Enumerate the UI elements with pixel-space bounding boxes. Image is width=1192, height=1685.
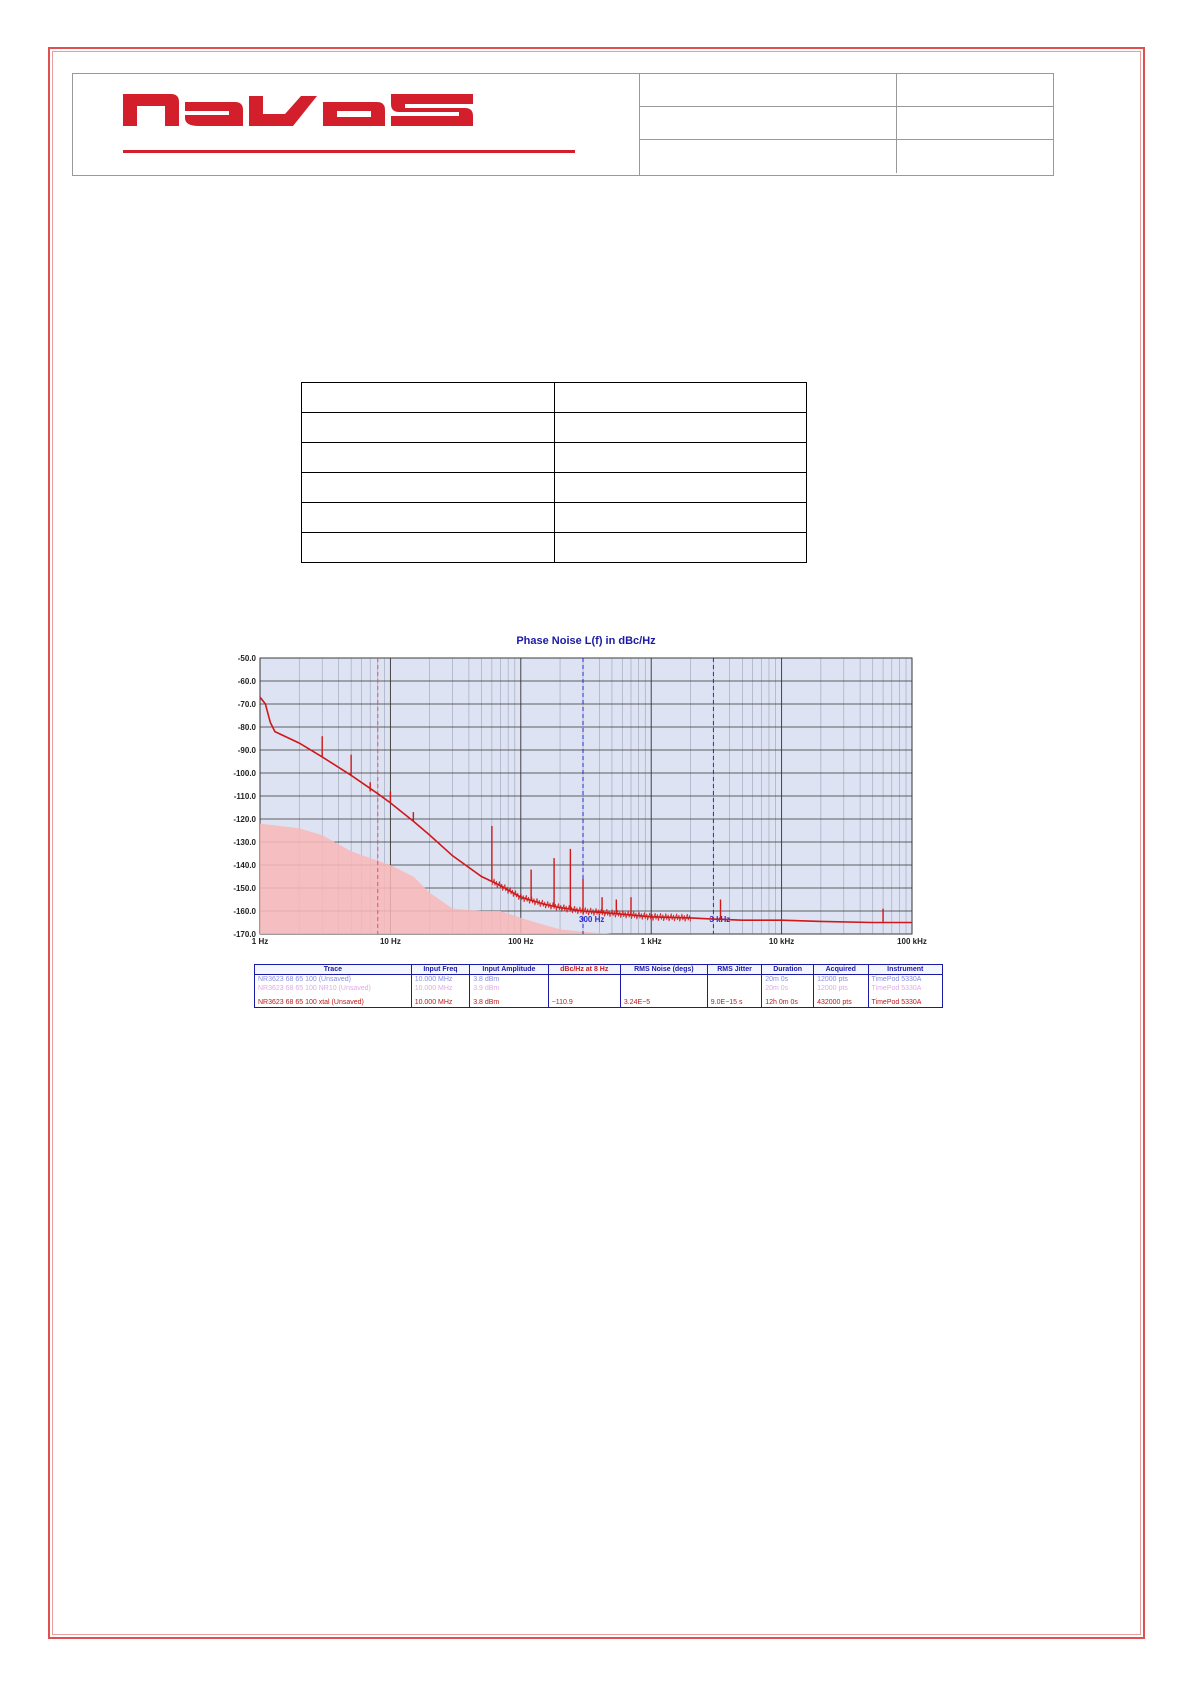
legend-cell: NR3623 68 65 100 (Unsaved) — [255, 975, 412, 985]
legend-cell: 10.000 MHz — [411, 995, 470, 1008]
table-cell — [302, 473, 555, 503]
x-tick-label: 1 Hz — [251, 937, 269, 946]
table-row — [302, 443, 807, 473]
legend-cell — [620, 975, 707, 985]
legend-header: Trace — [255, 965, 412, 975]
y-tick-label: -110.0 — [233, 792, 256, 801]
legend-cell: 432000 pts — [814, 995, 868, 1008]
legend-cell — [620, 984, 707, 993]
spec-table — [301, 382, 807, 563]
table-cell — [555, 473, 807, 503]
table-cell — [302, 443, 555, 473]
table-cell — [302, 533, 555, 563]
y-tick-label: -170.0 — [233, 930, 256, 939]
y-tick-label: -70.0 — [237, 700, 256, 709]
header-cell — [640, 134, 652, 164]
x-tick-label: 100 kHz — [897, 937, 927, 946]
chart-svg — [218, 628, 954, 964]
legend-header: Duration — [762, 965, 814, 975]
logo-area — [73, 74, 639, 175]
legend-cell: NR3623 68 65 100 NR10 (Unsaved) — [255, 984, 412, 993]
table-cell — [555, 503, 807, 533]
phase-noise-chart — [218, 628, 954, 1018]
legend-cell: 10.000 MHz — [411, 975, 470, 985]
logo-underline — [123, 150, 575, 153]
legend-cell: 12000 pts — [814, 975, 868, 985]
y-tick-label: -80.0 — [237, 723, 256, 732]
marker-label: 300 Hz — [579, 915, 605, 924]
legend-header: dBc/Hz at 8 Hz — [548, 965, 620, 975]
legend-cell: 12h 0m 0s — [762, 995, 814, 1008]
legend-row — [255, 975, 943, 985]
y-tick-label: -60.0 — [237, 677, 256, 686]
header-cell — [896, 74, 1055, 106]
header-row — [640, 140, 1054, 173]
legend-header: Acquired — [814, 965, 868, 975]
legend-header: RMS Noise (degs) — [620, 965, 707, 975]
marker-label: 3 kHz — [709, 915, 731, 924]
table-cell — [302, 503, 555, 533]
y-tick-label: -90.0 — [237, 746, 256, 755]
x-tick-label: 1 kHz — [640, 937, 662, 946]
header-row — [640, 107, 1054, 140]
navos-logo — [73, 74, 639, 175]
chart-legend-table — [254, 964, 943, 1008]
legend-cell: 10.000 MHz — [411, 984, 470, 993]
legend-cell: 3.8 dBm — [470, 975, 548, 985]
legend-cell: 20m 0s — [762, 975, 814, 985]
y-tick-label: -140.0 — [233, 861, 256, 870]
legend-header: Input Amplitude — [470, 965, 548, 975]
y-tick-label: -130.0 — [233, 838, 256, 847]
table-cell — [555, 443, 807, 473]
legend-cell — [707, 975, 761, 985]
legend-cell: 3.8 dBm — [470, 995, 548, 1008]
header-cell — [640, 101, 652, 131]
legend-cell: TimePod 5330A — [868, 984, 942, 993]
legend-header-row — [255, 965, 943, 975]
legend-cell: TimePod 5330A — [868, 975, 942, 985]
x-tick-label: 10 kHz — [768, 937, 795, 946]
y-tick-label: -160.0 — [233, 907, 256, 916]
legend-cell: 12000 pts — [814, 984, 868, 993]
table-cell — [302, 383, 555, 413]
header-row — [640, 74, 1054, 107]
legend-cell — [548, 984, 620, 993]
header-cell — [896, 140, 1055, 173]
legend-cell — [707, 984, 761, 993]
chart-title: Phase Noise L(f) in dBc/Hz — [516, 635, 656, 647]
document-header — [72, 73, 1054, 176]
legend-cell: 3.9 dBm — [470, 984, 548, 993]
legend-header: Input Freq — [411, 965, 470, 975]
legend-cell: 20m 0s — [762, 984, 814, 993]
y-tick-label: -120.0 — [233, 815, 256, 824]
y-tick-label: -50.0 — [237, 654, 256, 663]
legend-cell — [548, 975, 620, 985]
table-cell — [555, 533, 807, 563]
legend-cell: 3.24E−5 — [620, 995, 707, 1008]
legend-cell: −110.9 — [548, 995, 620, 1008]
x-tick-label: 100 Hz — [508, 937, 534, 946]
legend-cell: 9.0E−15 s — [707, 995, 761, 1008]
logo-letters — [123, 94, 473, 126]
legend-header: Instrument — [868, 965, 942, 975]
table-cell — [555, 383, 807, 413]
y-tick-label: -150.0 — [233, 884, 256, 893]
table-row — [302, 413, 807, 443]
table-row — [302, 533, 807, 563]
legend-cell: NR3623 68 65 100 xtal (Unsaved) — [255, 995, 412, 1008]
table-cell — [555, 413, 807, 443]
table-row — [302, 473, 807, 503]
header-info-grid — [639, 74, 1054, 175]
header-cell — [640, 68, 652, 98]
legend-row — [255, 984, 943, 993]
legend-cell: TimePod 5330A — [868, 995, 942, 1008]
header-cell — [896, 107, 1055, 139]
table-row — [302, 503, 807, 533]
table-row — [302, 383, 807, 413]
table-cell — [302, 413, 555, 443]
x-tick-label: 10 Hz — [379, 937, 401, 946]
legend-header: RMS Jitter — [707, 965, 761, 975]
legend-row — [255, 995, 943, 1008]
y-tick-label: -100.0 — [233, 769, 256, 778]
